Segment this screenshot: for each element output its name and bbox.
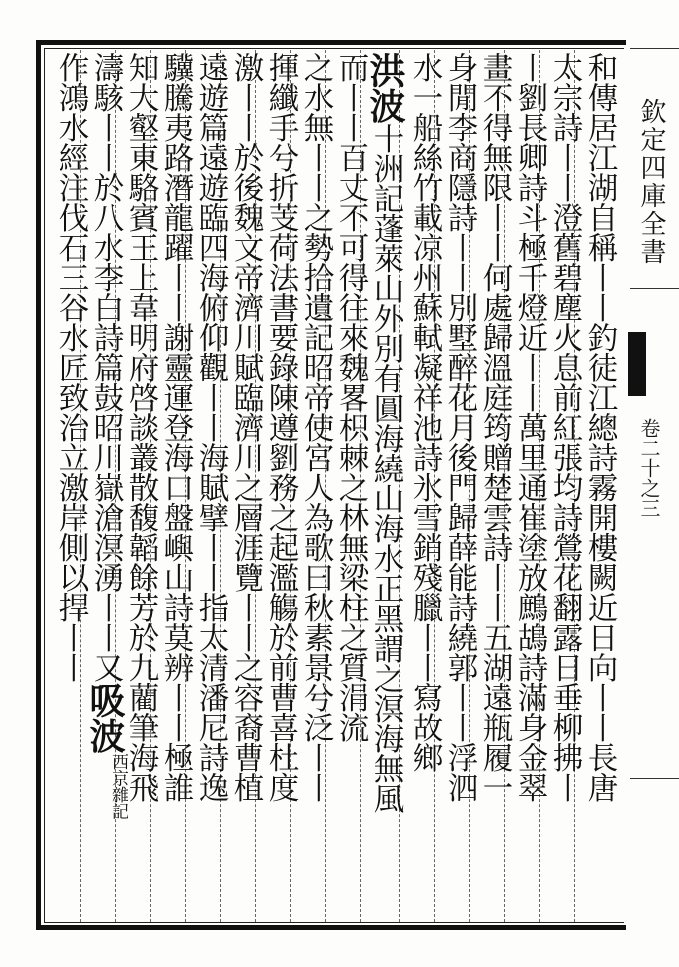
- text-column-4: 畫不得無限丨丨何處歸溫庭筠贈楚雲詩丨丨五湖遠瓶履一: [477, 52, 512, 802]
- text-column-9: 之水無丨丨之勢拾遺記昭帝使宮人為歌曰秋素景兮泛丨丨: [298, 52, 333, 802]
- text-column-5: 身閒李商隱詩丨丨別墅醉花月後門歸薛能詩繞郭丨丨浮泗: [442, 52, 477, 802]
- entry-text: 十洲記蓬萊山外別有圓海繞山海水正黑謂之溟海無風: [368, 123, 403, 813]
- text-column-13: 驥騰夷路潛龍躍丨丨謝靈運登海口盤嶼山詩莫辨丨丨極誰: [158, 52, 193, 802]
- text-column-16: 作鴻水經注伐石三谷水匠致治立激岸側以捍丨丨: [53, 52, 88, 682]
- entry-heading-hongbo: 洪波: [364, 52, 406, 123]
- entry-text: 濤駭丨丨於八水李白詩篇鼓昭川嶽滄溟湧丨丨又: [88, 52, 123, 682]
- fish-tail-mark: [628, 332, 646, 396]
- page-margin: [628, 40, 679, 930]
- margin-rule-top: [630, 48, 679, 49]
- volume-label: 卷二十之三: [637, 418, 661, 518]
- text-column-1: 和傳居江湖自稱丨丨釣徒江總詩霧開樓闕近日向丨丨長唐: [582, 52, 617, 802]
- source-note: 西京雜記: [108, 753, 128, 819]
- text-column-12: 遠遊篇遠遊臨四海俯仰觀丨丨海賦擘丨丨指太清潘尼詩逸: [193, 52, 228, 802]
- text-column-10: 揮纖手兮折芰荷法書要錄陳遵劉務之起濫觴於前曹喜杜度: [263, 52, 298, 802]
- text-column-8: 而丨丨百丈不可得往來魏畧枳棘之林無梁柱之質涓流: [333, 52, 368, 742]
- text-column-3: 丨劉長卿詩斗極千燈近丨丨萬里通崔塗放鷓鴣詩滿身金翠: [512, 52, 547, 802]
- text-column-14: 知大壑東駱賓王上韋明府啓談叢散馥韜餘芳於九藺筆海飛: [123, 52, 158, 802]
- margin-rule-lower: [630, 778, 679, 779]
- text-column-6: 水一船絲竹載凉州蘇軾凝祥池詩氷雪銷殘臘丨丨寫故鄉: [407, 52, 442, 772]
- margin-rule-mid: [630, 288, 679, 289]
- book-title: 欽定四庫全書: [636, 98, 666, 266]
- text-column-2: 太宗詩丨丨澄舊碧塵火息前紅張均詩鶯花翻露日垂柳拂丨: [547, 52, 582, 802]
- entry-heading-xibo: 吸波: [84, 682, 126, 753]
- text-column-11: 激丨丨於後魏文帝濟川賦臨濟川之層涯覽丨丨之容裔曹植: [228, 52, 263, 802]
